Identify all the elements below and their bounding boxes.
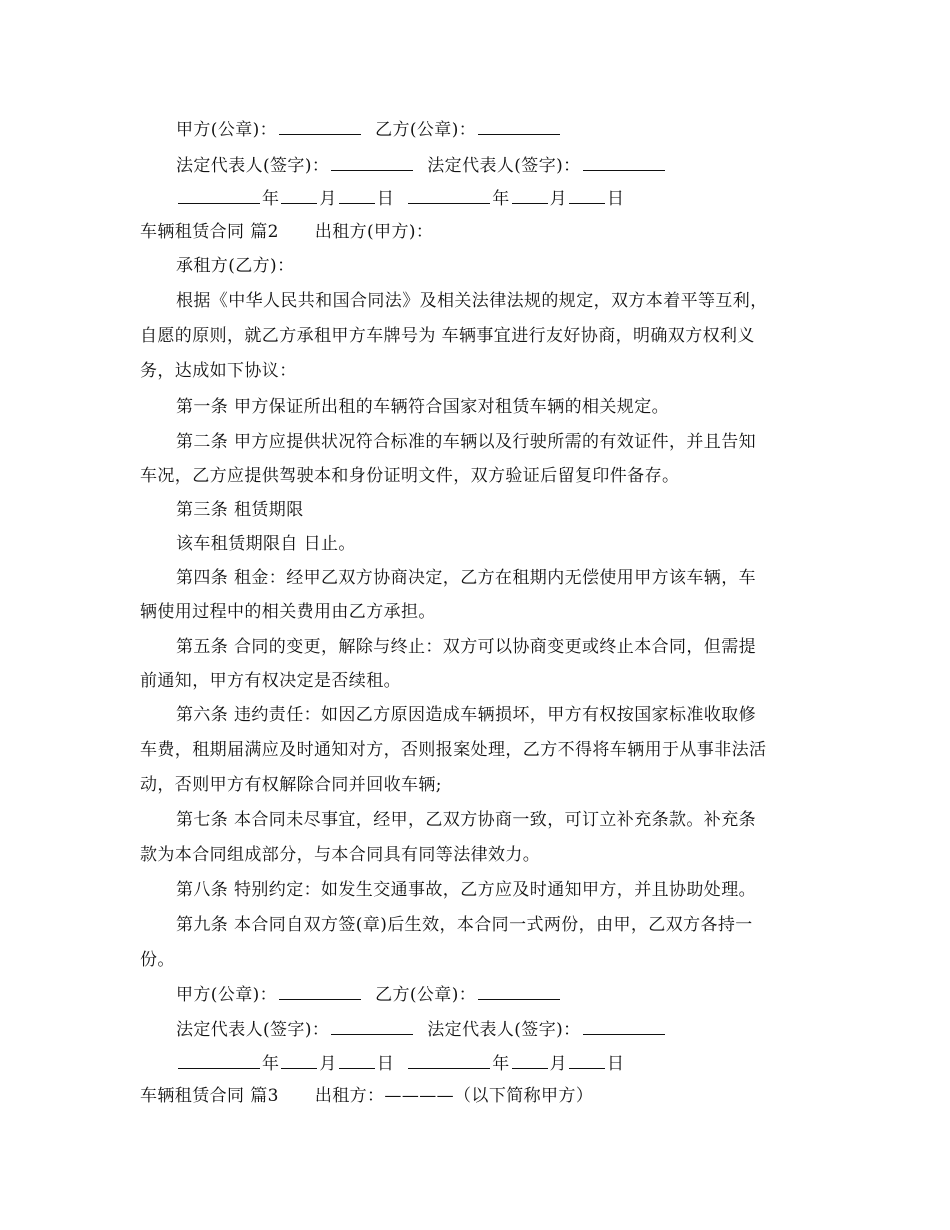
article-6-line: 动，否则甲方有权解除合同并回收车辆; <box>140 775 442 795</box>
signature-rep-line <box>176 148 820 184</box>
paragraph-line: 务，达成如下协议： <box>140 361 297 381</box>
day-blank <box>569 1048 605 1069</box>
rep-b-label: 法定代表人(签字)： <box>427 1020 581 1040</box>
article-7-line: 款为本合同组成部分，与本合同具有同等法律效力。 <box>140 845 541 865</box>
party-b-seal-blank <box>478 114 560 135</box>
rep-a-blank <box>331 150 413 171</box>
month-label: 月 <box>549 1054 568 1074</box>
section-title: 车辆租赁合同 篇2 <box>140 222 279 242</box>
day-blank <box>339 1048 375 1069</box>
year-label: 年 <box>492 189 510 209</box>
year-label: 年 <box>262 189 280 209</box>
party-a-seal-blank <box>279 979 361 1000</box>
paragraph-line: 根据《中华人民共和国合同法》及相关法律法规的规定，双方本着平等互利， <box>176 291 768 311</box>
article-6-line: 车费，租期届满应及时通知对方，否则报案处理，乙方不得将车辆用于从事非法活 <box>140 740 767 760</box>
paragraph-line: 自愿的原则，就乙方承租甲方车牌号为 车辆事宜进行友好协商，明确双方权利义 <box>140 326 755 346</box>
year-blank <box>408 1048 490 1069</box>
month-blank <box>281 1048 317 1069</box>
party-a-seal-label: 甲方(公章)： <box>176 985 278 1005</box>
year-label: 年 <box>492 1054 510 1074</box>
lessor-label: 出租方：————（以下简称甲方） <box>314 1086 594 1106</box>
article-4-line: 辆使用过程中的相关费用由乙方承担。 <box>140 602 436 622</box>
year-blank <box>408 183 490 204</box>
signature-rep-line <box>176 1012 820 1048</box>
year-label: 年 <box>262 1054 280 1074</box>
year-blank <box>178 183 260 204</box>
section-heading <box>140 214 820 250</box>
rep-a-blank <box>331 1014 413 1035</box>
article-4-line: 第四条 租金：经甲乙双方协商决定，乙方在租期内无偿使用甲方该车辆，车 <box>176 568 757 588</box>
day-label: 日 <box>607 1054 625 1074</box>
month-blank <box>281 183 317 204</box>
article-9-line: 第九条 本合同自双方签(章)后生效，本合同一式两份，由甲，乙双方各持一 <box>176 915 753 935</box>
article-7-line: 第七条 本合同未尽事宜，经甲，乙双方协商一致，可订立补充条款。补充条 <box>176 810 757 830</box>
month-label: 月 <box>549 189 568 209</box>
article-8: 第八条 特别约定：如发生交通事故，乙方应及时通知甲方，并且协助处理。 <box>176 880 757 900</box>
article-2-line: 第二条 甲方应提供状况符合标准的车辆以及行驶所需的有效证件，并且告知 <box>176 432 757 452</box>
party-b-seal-blank <box>478 979 560 1000</box>
month-blank <box>512 183 548 204</box>
rep-b-label: 法定代表人(签字)： <box>427 156 581 176</box>
day-blank <box>339 183 375 204</box>
day-label: 日 <box>376 1054 395 1074</box>
day-label: 日 <box>376 189 395 209</box>
article-6-line: 第六条 违约责任：如因乙方原因造成车辆损坏，甲方有权按国家标准收取修 <box>176 705 757 725</box>
rep-a-label: 法定代表人(签字)： <box>176 156 330 176</box>
party-a-seal-label: 甲方(公章)： <box>176 120 278 140</box>
signature-seal-line <box>176 112 820 148</box>
article-5-line: 第五条 合同的变更，解除与终止：双方可以协商变更或终止本合同，但需提 <box>176 637 757 657</box>
article-3-term: 该车租赁期限自 日止。 <box>176 534 356 554</box>
article-2-line: 车况，乙方应提供驾驶本和身份证明文件，双方验证后留复印件备存。 <box>140 466 680 486</box>
lessor-label: 出租方(甲方)： <box>314 222 434 242</box>
year-blank <box>178 1048 260 1069</box>
party-a-seal-blank <box>279 114 361 135</box>
day-label: 日 <box>607 189 625 209</box>
article-3: 第三条 租赁期限 <box>176 500 304 520</box>
section-heading <box>140 1078 820 1114</box>
month-label: 月 <box>319 189 337 209</box>
day-blank <box>569 183 605 204</box>
section-title: 车辆租赁合同 篇3 <box>140 1086 279 1106</box>
rep-b-blank <box>583 150 665 171</box>
month-blank <box>512 1048 548 1069</box>
rep-a-label: 法定代表人(签字)： <box>176 1020 330 1040</box>
party-b-seal-label: 乙方(公章)： <box>375 120 477 140</box>
party-b-seal-label: 乙方(公章)： <box>375 985 477 1005</box>
rep-b-blank <box>583 1014 665 1035</box>
signature-date-line <box>176 181 820 217</box>
lessee-label: 承租方(乙方)： <box>176 256 295 276</box>
article-9-line: 份。 <box>140 950 175 970</box>
article-1: 第一条 甲方保证所出租的车辆符合国家对租赁车辆的相关规定。 <box>176 397 670 417</box>
signature-date-line <box>176 1046 820 1082</box>
month-label: 月 <box>319 1054 337 1074</box>
signature-seal-line <box>176 977 820 1013</box>
article-5-line: 前通知，甲方有权决定是否续租。 <box>140 671 401 691</box>
